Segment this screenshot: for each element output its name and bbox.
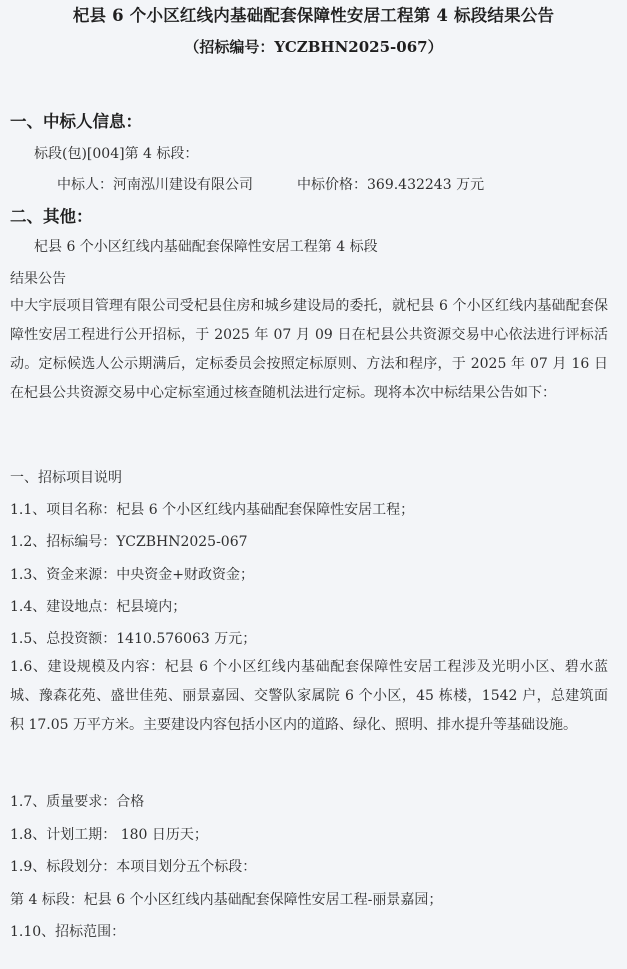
winner-row [57,174,484,194]
section-winner-heading: 一、中标人信息： [10,112,142,131]
project-line: 杞县 6 个小区红线内基础配套保障性安居工程第 4 标段 [34,239,378,255]
item-1-9: 1.9、标段划分：本项目划分五个标段： [10,859,257,875]
winner-price: 中标价格：369.432243 万元 [297,177,485,193]
lot-label: 标段(包)[004]第 4 标段： [34,146,199,162]
item-1-1: 1.1、项目名称：杞县 6 个小区红线内基础配套保障性安居工程； [10,502,415,518]
result-label: 结果公告 [10,271,66,287]
document-title: 杞县 6 个小区红线内基础配套保障性安居工程第 4 标段结果公告 [72,6,555,25]
item-1-3: 1.3、资金来源：中央资金+财政资金； [10,567,254,583]
item-1-6: 1.6、建设规模及内容：杞县 6 个小区红线内基础配套保障性安居工程涉及光明小区、碧水蓝城、豫森花苑、盛世佳苑、丽景嘉园、交警队家属院 6 个小区，45 栋楼，1542 户，总建筑面积 17.05 万平方米。主要建设内容包括小区内的道路、绿化、照明、排水提升等基础设施。 [10,659,608,733]
item-1-7: 1.7、质量要求：合格 [10,794,145,810]
winner-name: 中标人：河南泓川建设有限公司 [57,177,253,193]
item-1-10: 1.10、招标范围： [10,924,126,940]
announcement-paragraph: 中大宇辰项目管理有限公司受杞县住房和城乡建设局的委托，就杞县 6 个小区红线内基础配套保障性安居工程进行公开招标，于 2025 年 07 月 09 日在杞县公共资源交易中心依法进行评标活动。定标候选人公示期满后，定标委员会按照定标原则、方法和程序，于 2025 年 07 月 16 日在杞县公共资源交易中心定标室通过核查随机法进行定标。现将本次中标结果公告如下： [10,298,608,401]
item-heading: 一、招标项目说明 [10,470,122,486]
item-1-5: 1.5、总投资额：1410.576063 万元； [10,631,257,647]
item-1-8: 1.8、计划工期： 180 日历天； [10,827,208,843]
item-1-2: 1.2、招标编号：YCZBHN2025-067 [10,534,248,550]
tender-number: （招标编号：YCZBHN2025-067） [184,38,443,56]
section-other-heading: 二、其他： [10,207,93,226]
item-1-4: 1.4、建设地点：杞县境内； [10,599,187,615]
lot-4-line: 第 4 标段：杞县 6 个小区红线内基础配套保障性安居工程-丽景嘉园； [10,892,443,908]
